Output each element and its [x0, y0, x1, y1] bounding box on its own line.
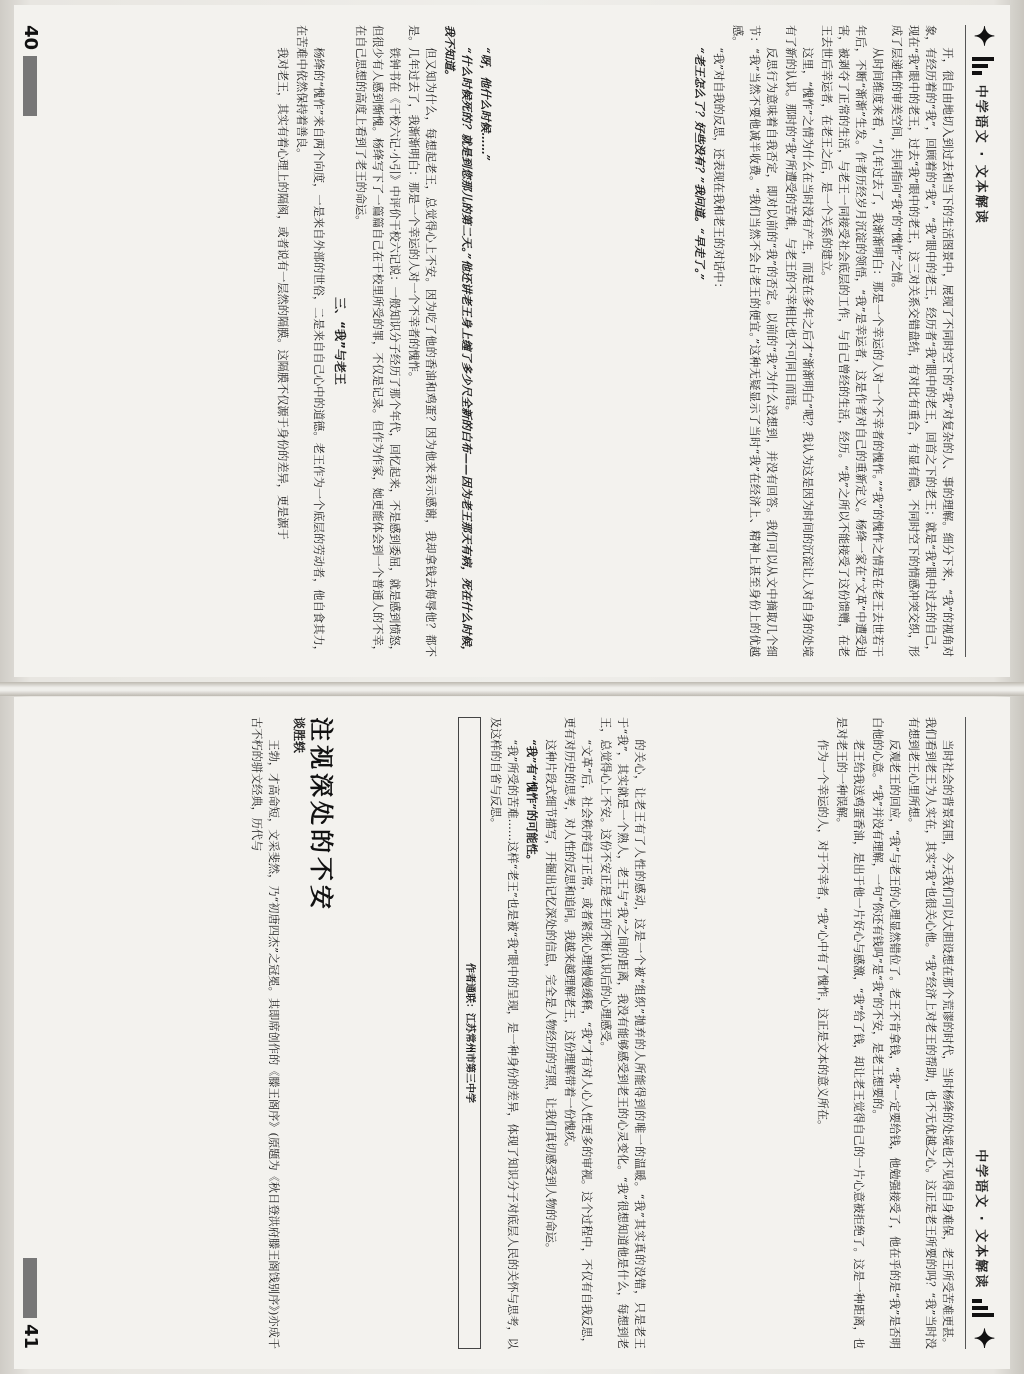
header-label: 中学语文 · 文本解读 — [973, 84, 989, 225]
paragraph: 开，很自由地切入到过去和当下的生活图景中，展现了不同时空下的“我”对复杂的人、事的理解。细分下来，“我”的视角对象，有经历着的“我”，回顾着的“我”，“我”眼中的老王，经历者“我”眼中的老王，回首之下的老王；就是“我”眼中过去的自己，现在“我”眼中的老王，过去“我”眼中的老王，这三对关系交错盘结，有对比有重合，有显有隐，不同时空下的情感冲突交织，形成了层递性的审美空间，共同指向“我”的“愧怍”之情。 — [890, 25, 954, 657]
paragraph: “什么时候死的？就是到您那儿的第二天。”他还讲老王身上缠了多少尺全新的白布——因为老王那天有病，死在什么时候，我不知道。 — [443, 25, 474, 657]
page-number-41 — [20, 1252, 41, 1349]
header-bars-icon-41 — [972, 1299, 994, 1317]
page-41-column-2 — [356, 717, 648, 1349]
magazine-logo-icon: ✦ — [968, 25, 998, 47]
paragraph: “文革”后，社会秩序趋于正常，或者紧张心理慢慢缓释，“我”才有对人心人性更多的审视。这个过程中，不仅有自我反思，更有对历史的思考，对人性的反思和追问。我越来越理解老王，这份理解带着一份愧疚。 — [563, 717, 593, 1349]
page-number-text-41: 41 — [20, 1323, 41, 1349]
page-number-text: 40 — [20, 25, 41, 51]
page-41 — [14, 697, 1010, 1369]
page-41-inner — [14, 697, 1010, 1369]
paragraph: 的关心，让老王有了人性的感动，这是一个被“组织”抛弃的人所能得到的唯一的温暖。“我”其实真的没错，只是老王于“我”，其实就是一个熟人，老王与“我”之间的距离，我没有能够感受到老王的心灵变化。“我”很想知道他是什么，每想到老王，总觉得心上不安。这份不安正是老王的不断认识后的心理感受。 — [599, 717, 646, 1349]
paragraph: 反思行为意味着自我否定，即对以前的“我”的否定。以前的“我”为什么没想到，并没有回答。我们可以从文中摘取几个细节：“我”当然不要他减半收费。“我们当然不会占老王的便宜。”这种无疑显示了当时“我”在经济上、精神上甚至身份上的优越感。 — [731, 25, 778, 657]
page-41-column-3 — [48, 717, 340, 1349]
article-title: 注视深处的不安 — [307, 717, 336, 913]
paragraph: 老王给我送鸡蛋香油，是出于他一片好心与感激，“我”给了钱，却让老王觉得自己的一片心意被拒绝了。这是一种距离，也是对老王的一种误解。 — [835, 717, 865, 1349]
paragraph: 我对老王，其实有着心理上的隔阂，或者说有一层然的隔膜。这隔膜不仅源于身份的差异，更是源于 — [276, 47, 289, 540]
paragraph: 但又知为什么，每想起老王，总觉得心上不安。因为吃了他的香油和鸡蛋？因为他来表示感谢，我却拿钱去侮辱他？都不是。几年过去了，我渐渐明白：那是一个幸运的人对一个不幸者的愧怍。 — [407, 25, 437, 657]
paragraph: 铁钟书在《干校六记·小引》中评价干校六记说：一般知识分子经历了那个年代，回忆起来，不是感到委屈，就是感到愤怒，但很少有人感到惭愧。杨绛写下了一篇篇自己在干校里所受的罪，不仅是记录。但作为作家，她更能体会到一个普通人的不幸，在自己思想的高度上看到了老王的命运。 — [354, 25, 401, 657]
paragraph: 杨绛的“愧怍”来自两个向度，一是来自外部的世俗，二是来自自己心中的道德。老王作为一个底层的劳动者，他自食其力，在苦难中依然保持着善良。 — [295, 25, 325, 657]
paragraph: “我”有“愧怍”的可能性。 — [525, 739, 539, 866]
page-40-inner — [14, 5, 1010, 677]
paragraph: 这里，“愧怍”之情为什么在当时没有产生，而是在多年之后才“渐渐明白”呢？我认为这是因为时间的沉淀让人对自身的处境有了新的认识。那时的“我”所遭受的苦难，与老王的不幸相比也不可同日而语。 — [784, 25, 814, 657]
author-note: 作者通联：江苏常州市第三中学 — [458, 717, 481, 1349]
paragraph: “老王怎么了？好些没有？”我问道。“早走了。” — [693, 47, 707, 281]
page-number-40 — [20, 25, 41, 122]
page-40 — [14, 5, 1010, 677]
paragraph: 从时间维度来看，“几年过去了，我渐渐明白：那是一个幸运的人对一个不幸者的愧怍。”“我”的愧怍之情是在老王去世若干年后，不断“渐渐”生发。作者历经岁月沉淀的领悟，“我”是幸运者，这是作者对自己的重新定义。杨绛一家在“文革”中遭受迫害，被剥夺了正常的生活，与老王一同接受社会底层的工作，与自己曾经的生活，经历。“我”之所以不能接受了这份馈赠，在老王去世后幸运者，在老王之后，是一个关系的建立。 — [820, 25, 884, 657]
paragraph: “呀，他什么时候……” — [479, 47, 493, 161]
page-header-41 — [965, 717, 1000, 1349]
section-heading: 三、“我”与老王 — [333, 297, 347, 385]
paragraph: 王勃，才高命短，文采斐然，乃“初唐四杰”之冠冕。其即席创作的《滕王阁序》(原题为《秋日登洪府滕王阁饯别序》)亦成千古不朽的骈文经典，历代与 — [250, 717, 280, 1349]
page-number-tab-41 — [23, 1258, 37, 1318]
page-41-column-1 — [664, 717, 956, 1349]
paragraph: 反观老王的回应，“我”与老王的心理显然错位了。老王不肯拿钱，“我”一定要给钱，他勉强接受了，他在乎的是“我”是否明白他的心意。“我”并没有理解，一句“你还有钱吗”是“我”的不安，是老王想要的。 — [871, 717, 901, 1349]
paragraph: “我”对自我的反思，还表现在我和老王的对话中： — [712, 47, 725, 294]
page-header — [965, 25, 1000, 657]
page-40-column-1 — [510, 25, 956, 657]
page-40-column-2 — [48, 25, 494, 657]
page-number-tab — [23, 56, 37, 116]
paragraph: 当时社会的背景氛围，今天我们可以大胆设想在那个荒谬的时代，当时杨绛的处境也不见得自身难保，老王所受苦难更甚。我们看到老王为人实在，其实“我”也很关心他。“我”经济上对老王的帮助，也不无优越之心。这正是老王所要的吗？“我”当时没有想到老王心里所想。 — [907, 717, 954, 1349]
page-41-columns — [48, 717, 956, 1349]
header-label-41: 中学语文 · 文本解读 — [973, 1149, 989, 1290]
paragraph: 作为一个幸运的人，对于不幸者，“我”心中有了愧怍，这正是文本的意义所在。 — [816, 739, 829, 1132]
binding-gutter — [0, 682, 1024, 696]
page-40-columns — [48, 25, 956, 657]
paragraph: 这种片段式细节描写，开掘出记忆深处的信息，完全是人物经历的写照，让我们真切感受到人物的命运。 — [544, 739, 557, 1255]
header-bars-icon — [972, 57, 994, 75]
paragraph: “我”所受的苦难……这样“老王”也是被“我”眼中的呈现，是一种身份的差异，体现了知识分子对底层人民的关怀与思考，以及这样的自省与反思。 — [489, 717, 519, 1349]
article-byline: 谈胜轶 — [292, 717, 306, 754]
magazine-logo-icon-41: ✦ — [968, 1327, 998, 1349]
